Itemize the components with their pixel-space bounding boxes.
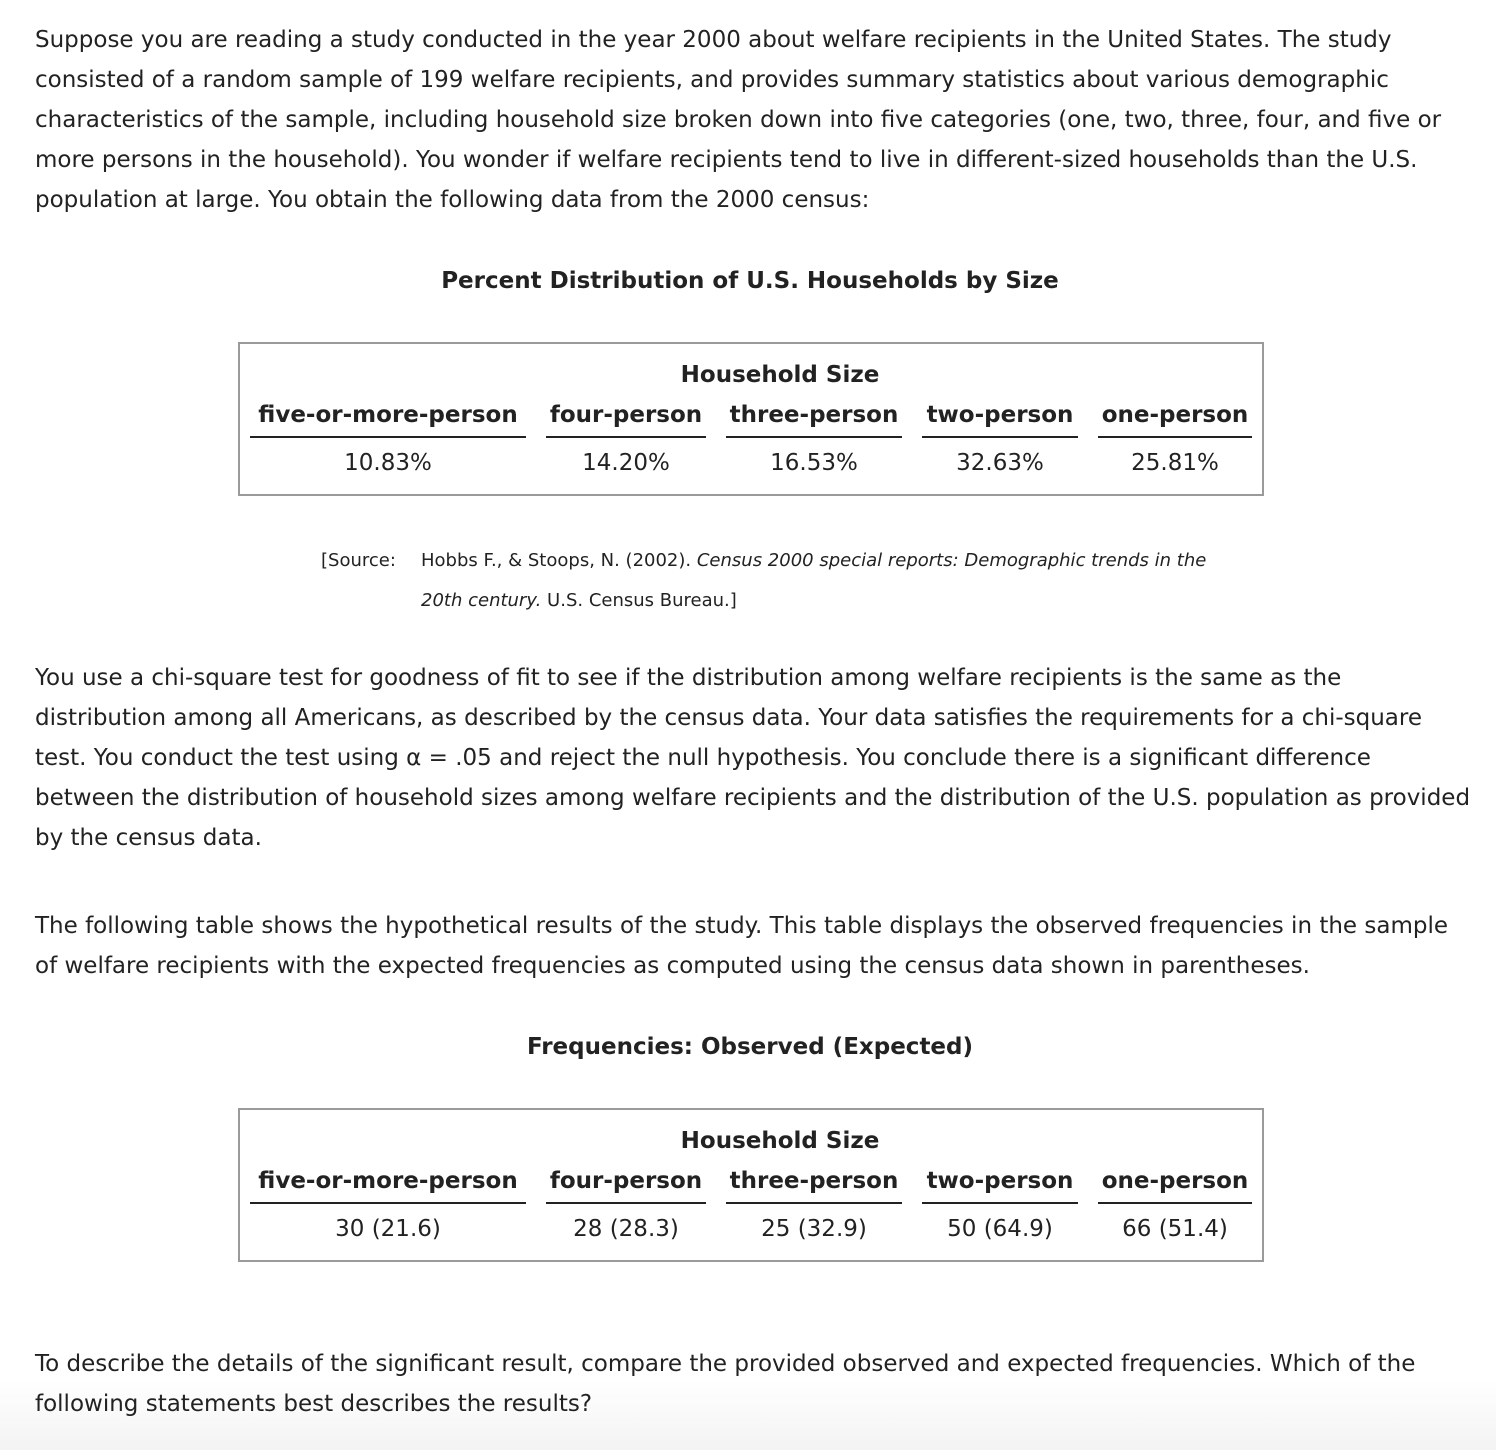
cell-value: 30 (21.6)	[335, 1216, 441, 1242]
column-header: five-or-more-person	[250, 1166, 526, 1204]
cell-value: 28 (28.3)	[573, 1216, 679, 1242]
column-header: one-person	[1098, 1166, 1252, 1204]
intro-paragraph: Suppose you are reading a study conducted in the year 2000 about welfare recipients in the United States. The study consisted of a random sample of 199 welfare recipients, and provides summary statistics about various demographic characteristics of the sample, including household size broken down into five categories (one, two, three, four, and five or more persons in the household). You wonder if welfare recipients tend to live in different-sized households than the U.S. population at large. You obtain the following data from the 2000 census:	[35, 27, 1442, 213]
census-group-header: Household Size	[680, 362, 880, 388]
column-header: four-person	[546, 400, 706, 438]
column-header: one-person	[1098, 400, 1252, 438]
source-authors: Hobbs F., & Stoops, N. (2002).	[421, 550, 697, 571]
census-column-two	[922, 400, 1078, 478]
column-header: three-person	[726, 400, 902, 438]
census-column-five-or-more	[250, 400, 526, 478]
column-header: five-or-more-person	[250, 400, 526, 438]
freq-column-five-or-more	[250, 1166, 526, 1244]
cell-value: 10.83%	[344, 450, 432, 476]
freq-column-four	[546, 1166, 706, 1244]
cell-value: 50 (64.9)	[947, 1216, 1053, 1242]
column-header: two-person	[922, 1166, 1078, 1204]
column-header: two-person	[922, 400, 1078, 438]
cell-value: 14.20%	[582, 450, 670, 476]
column-header: three-person	[726, 1166, 902, 1204]
freq-column-one	[1098, 1166, 1252, 1244]
freq-column-two	[922, 1166, 1078, 1244]
census-column-three	[726, 400, 902, 478]
source-publisher: U.S. Census Bureau.]	[541, 590, 737, 611]
freq-table-title: Frequencies: Observed (Expected)	[526, 1034, 974, 1060]
cell-value: 25.81%	[1131, 450, 1219, 476]
freq-column-three	[726, 1166, 902, 1244]
results-paragraph: The following table shows the hypothetical results of the study. This table displays the observed frequencies in the sample of welfare recipients with the expected frequencies as computed using the census data shown in parentheses.	[35, 913, 1449, 979]
source-label: [Source:	[321, 550, 396, 571]
census-column-four	[546, 400, 706, 478]
question-paragraph: To describe the details of the significant result, compare the provided observed and expected frequencies. Which of the following statements best describes the results?	[35, 1351, 1416, 1417]
cell-value: 25 (32.9)	[761, 1216, 867, 1242]
cell-value: 66 (51.4)	[1122, 1216, 1228, 1242]
column-header: four-person	[546, 1166, 706, 1204]
cell-value: 32.63%	[956, 450, 1044, 476]
source-body	[421, 541, 1211, 621]
census-column-one	[1098, 400, 1252, 478]
test-paragraph: You use a chi-square test for goodness of fit to see if the distribution among welfare recipients is the same as the distribution among all Americans, as described by the census data. Your data satisfies the requirements for a chi-square test. You conduct the test using α = .05 and reject the null hypothesis. You conclude there is a significant difference between the distribution of household sizes among welfare recipients and the distribution of the U.S. population as provided by the census data.	[35, 665, 1471, 851]
census-table	[238, 342, 1264, 496]
source-title: Census 2000 special reports: Demographic trends in the 20th century.	[421, 550, 1207, 611]
freq-group-header: Household Size	[680, 1128, 880, 1154]
frequency-table	[238, 1108, 1264, 1262]
census-table-title: Percent Distribution of U.S. Households by Size	[441, 268, 1059, 294]
cell-value: 16.53%	[770, 450, 858, 476]
